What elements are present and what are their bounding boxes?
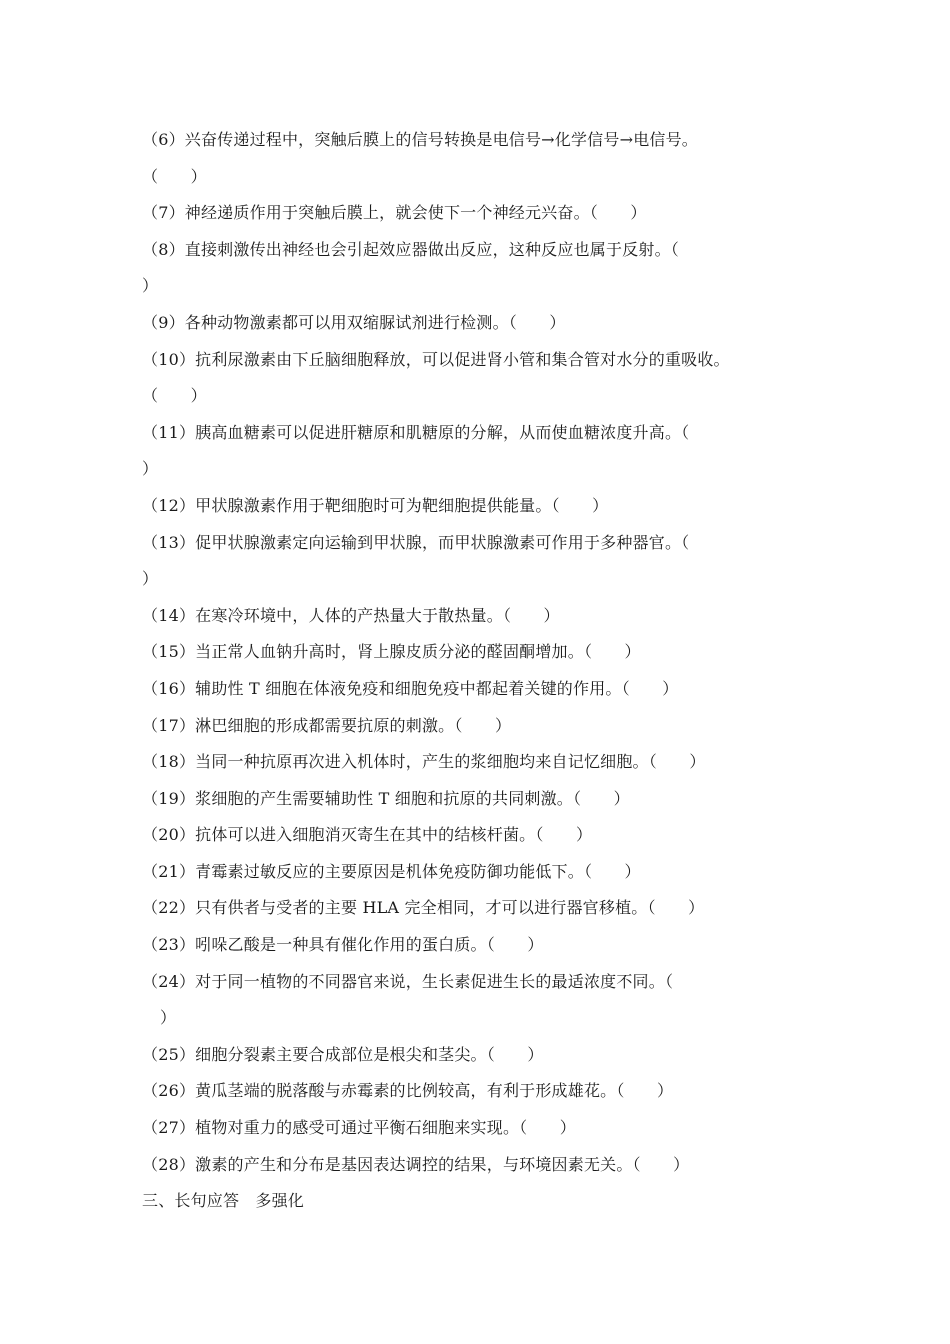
question-line-27: （27）植物对重力的感受可通过平衡石细胞来实现。（ ）: [142, 1118, 576, 1138]
question-line-14: （14）在寒冷环境中，人体的产热量大于散热量。（ ）: [142, 605, 560, 625]
question-line-19: （19）浆细胞的产生需要辅助性 T 细胞和抗原的共同刺激。（ ）: [142, 788, 630, 808]
question-line-24: （24）对于同一植物的不同器官来说，生长素促进生长的最适浓度不同。（: [142, 971, 674, 991]
question-line-9: （9）各种动物激素都可以用双缩脲试剂进行检测。（ ）: [142, 312, 566, 332]
question-line-22: （22）只有供者与受者的主要 HLA 完全相同，才可以进行器官移植。（ ）: [142, 898, 705, 918]
question-line-6: （6）兴奋传递过程中，突触后膜上的信号转换是电信号→化学信号→电信号。: [142, 130, 698, 149]
answer-blank-24: ）: [160, 1008, 177, 1028]
section-heading: 三、长句应答 多强化: [142, 1191, 305, 1211]
question-line-10: （10）抗利尿激素由下丘脑细胞释放，可以促进肾小管和集合管对水分的重吸收。: [142, 349, 730, 369]
question-line-28: （28）激素的产生和分布是基因表达调控的结果，与环境因素无关。（ ）: [142, 1154, 690, 1174]
question-line-23: （23）吲哚乙酸是一种具有催化作用的蛋白质。（ ）: [142, 935, 544, 955]
answer-blank-6: （ ）: [142, 166, 207, 186]
answer-blank-13: ）: [142, 569, 159, 589]
question-line-16: （16）辅助性 T 细胞在体液免疫和细胞免疫中都起着关键的作用。（ ）: [142, 678, 679, 698]
question-line-21: （21）青霉素过敏反应的主要原因是机体免疫防御功能低下。（ ）: [142, 861, 641, 881]
question-line-12: （12）甲状腺激素作用于靶细胞时可为靶细胞提供能量。（ ）: [142, 495, 609, 515]
question-line-25: （25）细胞分裂素主要合成部位是根尖和茎尖。（ ）: [142, 1044, 544, 1064]
question-line-26: （26）黄瓜茎端的脱落酸与赤霉素的比例较高，有利于形成雄花。（ ）: [142, 1081, 674, 1101]
answer-blank-8: ）: [142, 276, 159, 296]
question-line-11: （11）胰高血糖素可以促进肝糖原和肌糖原的分解，从而使血糖浓度升高。（: [142, 422, 690, 442]
question-line-13: （13）促甲状腺激素定向运输到甲状腺，而甲状腺激素可作用于多种器官。（: [142, 532, 690, 552]
question-line-18: （18）当同一种抗原再次进入机体时，产生的浆细胞均来自记忆细胞。（ ）: [142, 752, 706, 772]
question-list: [142, 122, 842, 1220]
question-line-15: （15）当正常人血钠升高时，肾上腺皮质分泌的醛固酮增加。（ ）: [142, 642, 641, 662]
question-line-17: （17）淋巴细胞的形成都需要抗原的刺激。（ ）: [142, 715, 512, 735]
question-line-8: （8）直接刺激传出神经也会引起效应器做出反应，这种反应也属于反射。（: [142, 239, 679, 259]
question-line-20: （20）抗体可以进入细胞消灭寄生在其中的结核杆菌。（ ）: [142, 825, 593, 845]
answer-blank-11: ）: [142, 459, 159, 479]
answer-blank-10: （ ）: [142, 386, 207, 406]
question-line-7: （7）神经递质作用于突触后膜上，就会使下一个神经元兴奋。（ ）: [142, 203, 647, 223]
